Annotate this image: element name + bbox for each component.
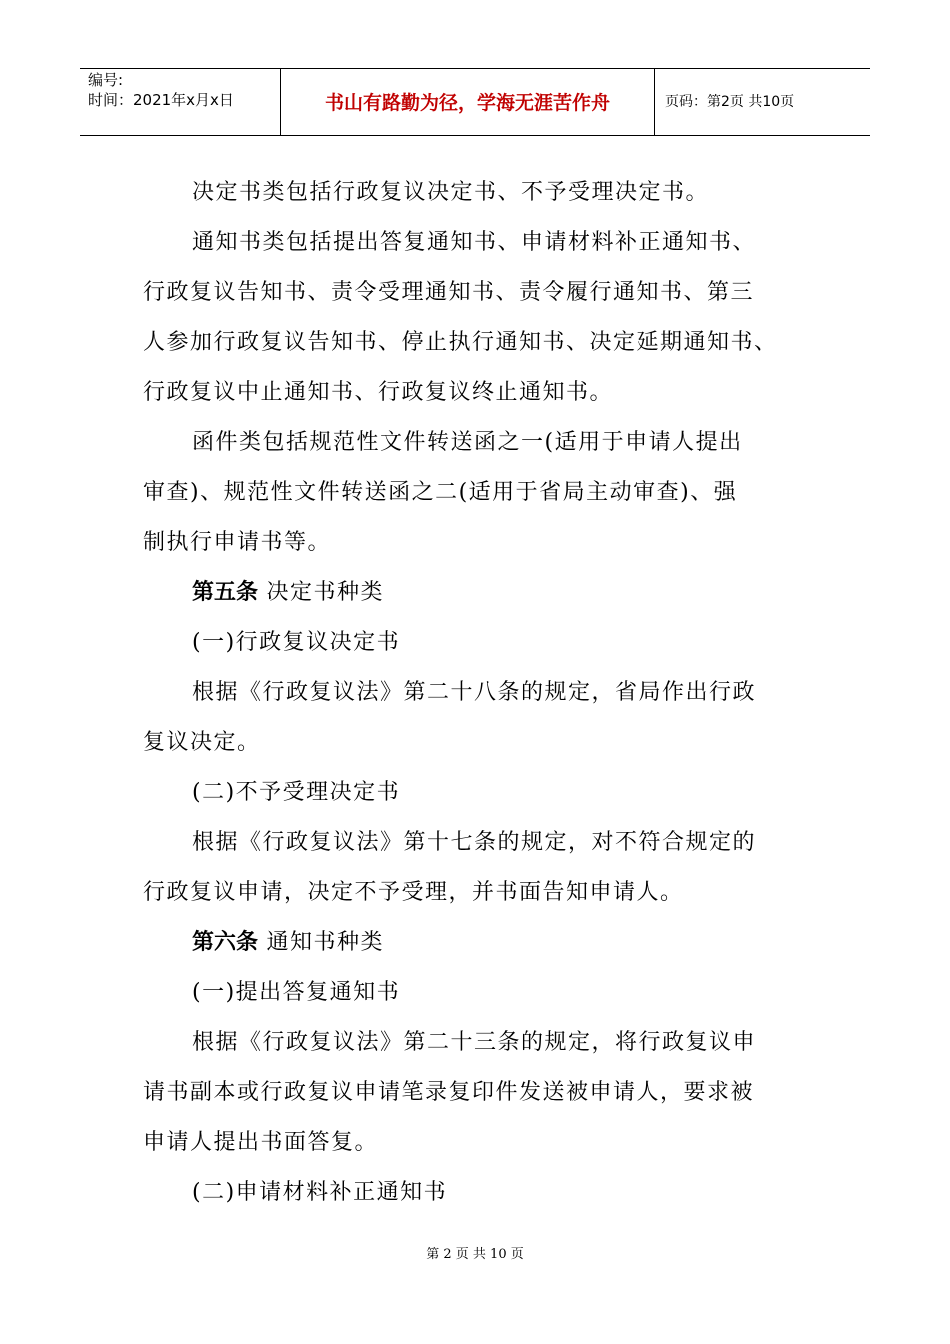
paragraph-line: 行政复议中止通知书、行政复议终止通知书。 <box>143 380 614 405</box>
paragraph-line: 制执行申请书等。 <box>143 530 332 555</box>
paragraph-line: 人参加行政复议告知书、停止执行通知书、决定延期通知书、 <box>143 330 778 355</box>
paragraph-line: 决定书类包括行政复议决定书、不予受理决定书。 <box>192 180 710 205</box>
article-6-heading <box>192 928 384 958</box>
header-motto: 书山有路勤为径，学海无涯苦作舟 <box>324 92 610 114</box>
paragraph-line: (一)提出答复通知书 <box>192 980 401 1005</box>
paragraph-line: 根据《行政复议法》第二十八条的规定，省局作出行政 <box>192 680 757 705</box>
header-page-code: 页码：第2页 共10页 <box>665 94 795 110</box>
paragraph-line: (二)申请材料补正通知书 <box>192 1180 448 1205</box>
article-6-title: 通知书种类 <box>266 930 385 955</box>
article-5-title: 决定书种类 <box>266 580 385 605</box>
paragraph-line: 通知书类包括提出答复通知书、申请材料补正通知书、 <box>192 230 757 255</box>
document-time-label: 时间：2021年x月x日 <box>88 91 234 109</box>
header-meta-cell <box>80 69 281 135</box>
article-5-heading <box>192 578 384 608</box>
paragraph-line: 行政复议告知书、责令受理通知书、责令履行通知书、第三 <box>143 280 755 305</box>
paragraph-line: 申请人提出书面答复。 <box>143 1130 379 1155</box>
paragraph-line: 函件类包括规范性文件转送函之一(适用于申请人提出 <box>192 430 743 455</box>
document-number-label: 编号: <box>88 71 124 89</box>
paragraph-line: (二)不予受理决定书 <box>192 780 401 805</box>
paragraph-line: 审查)、规范性文件转送函之二(适用于省局主动审查)、强 <box>143 480 738 505</box>
article-5-label: 第五条 <box>192 580 259 605</box>
article-6-label: 第六条 <box>192 930 259 955</box>
header-page-cell <box>655 69 870 135</box>
document-header <box>80 68 870 136</box>
paragraph-line: 复议决定。 <box>143 730 261 755</box>
page-footer: 第 2 页 共 10 页 <box>426 1247 524 1262</box>
header-motto-cell <box>281 69 655 135</box>
paragraph-line: 根据《行政复议法》第二十三条的规定，将行政复议申 <box>192 1030 757 1055</box>
paragraph-line: 行政复议申请，决定不予受理，并书面告知申请人。 <box>143 880 684 905</box>
paragraph-line: 根据《行政复议法》第十七条的规定，对不符合规定的 <box>192 830 757 855</box>
paragraph-line: (一)行政复议决定书 <box>192 630 401 655</box>
paragraph-line: 请书副本或行政复议申请笔录复印件发送被申请人，要求被 <box>143 1080 755 1105</box>
